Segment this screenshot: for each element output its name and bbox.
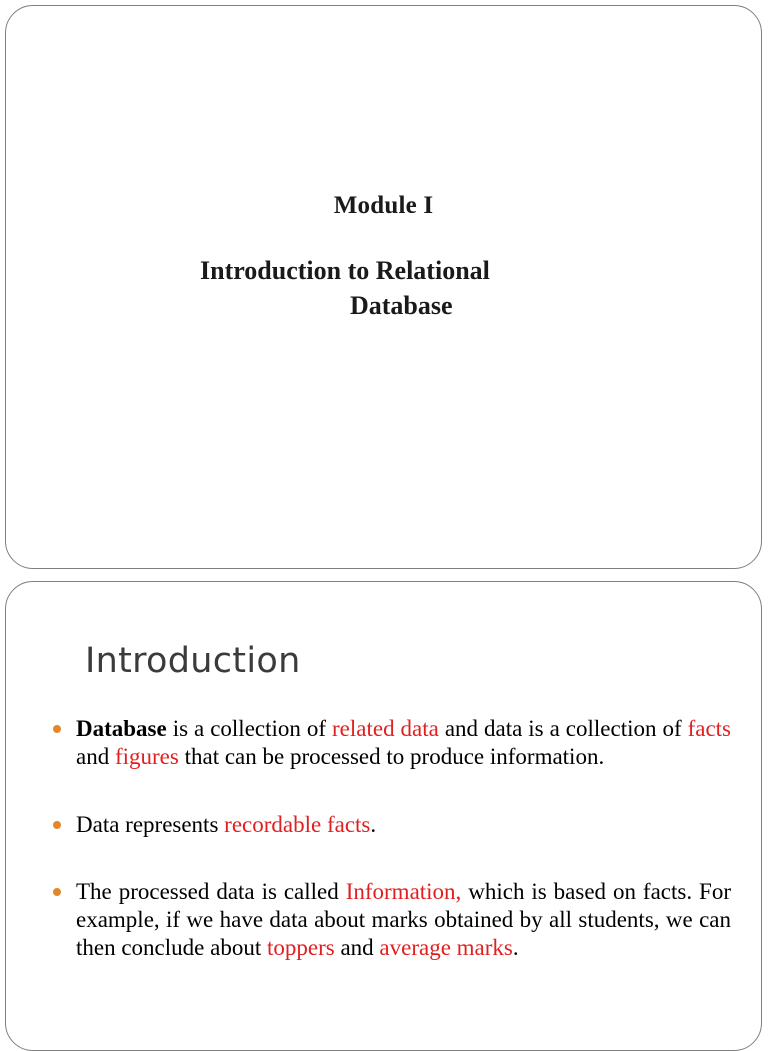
bullet-text: and [334, 935, 380, 960]
bullet-dot-icon [53, 725, 61, 733]
bullet-text: and [76, 744, 115, 769]
highlight-information: Information, [345, 879, 462, 904]
intro-slide [5, 581, 762, 1051]
highlight-facts: facts [687, 716, 731, 741]
title-slide [5, 5, 762, 569]
bullet-dot-icon [53, 888, 61, 896]
bullet-list [51, 715, 731, 962]
bullet-text: The processed data is called [76, 879, 346, 904]
highlight-recordable-facts: recordable facts [224, 812, 371, 837]
bullet-item-database [51, 715, 731, 771]
highlight-average-marks: average marks [379, 935, 513, 960]
bullet-text: is a collection of [166, 716, 332, 741]
module-label: Module I [333, 192, 434, 219]
slide-title-line1: Introduction to Relational [200, 256, 490, 285]
bullet-text: . [512, 935, 519, 960]
bullet-text: that can be processed to produce information. [178, 744, 605, 769]
bullet-item-information [51, 878, 731, 962]
highlight-toppers: toppers [266, 935, 335, 960]
slide-title-line2: Database [350, 291, 453, 320]
highlight-related-data: related data [332, 716, 439, 741]
bullet-item-data [51, 811, 731, 839]
bullet-text: Data represents [76, 812, 225, 837]
bullet-text: which is based on facts. For example, if we have data about marks obtained by all students, we can then conclude about [76, 879, 731, 960]
bullet-dot-icon [53, 821, 61, 829]
bullet-text: . [370, 812, 377, 837]
bullet-text: and data is a collection of [438, 716, 688, 741]
highlight-figures: figures [114, 744, 179, 769]
term-database: Database [76, 716, 167, 741]
slide-heading: Introduction [85, 641, 301, 681]
